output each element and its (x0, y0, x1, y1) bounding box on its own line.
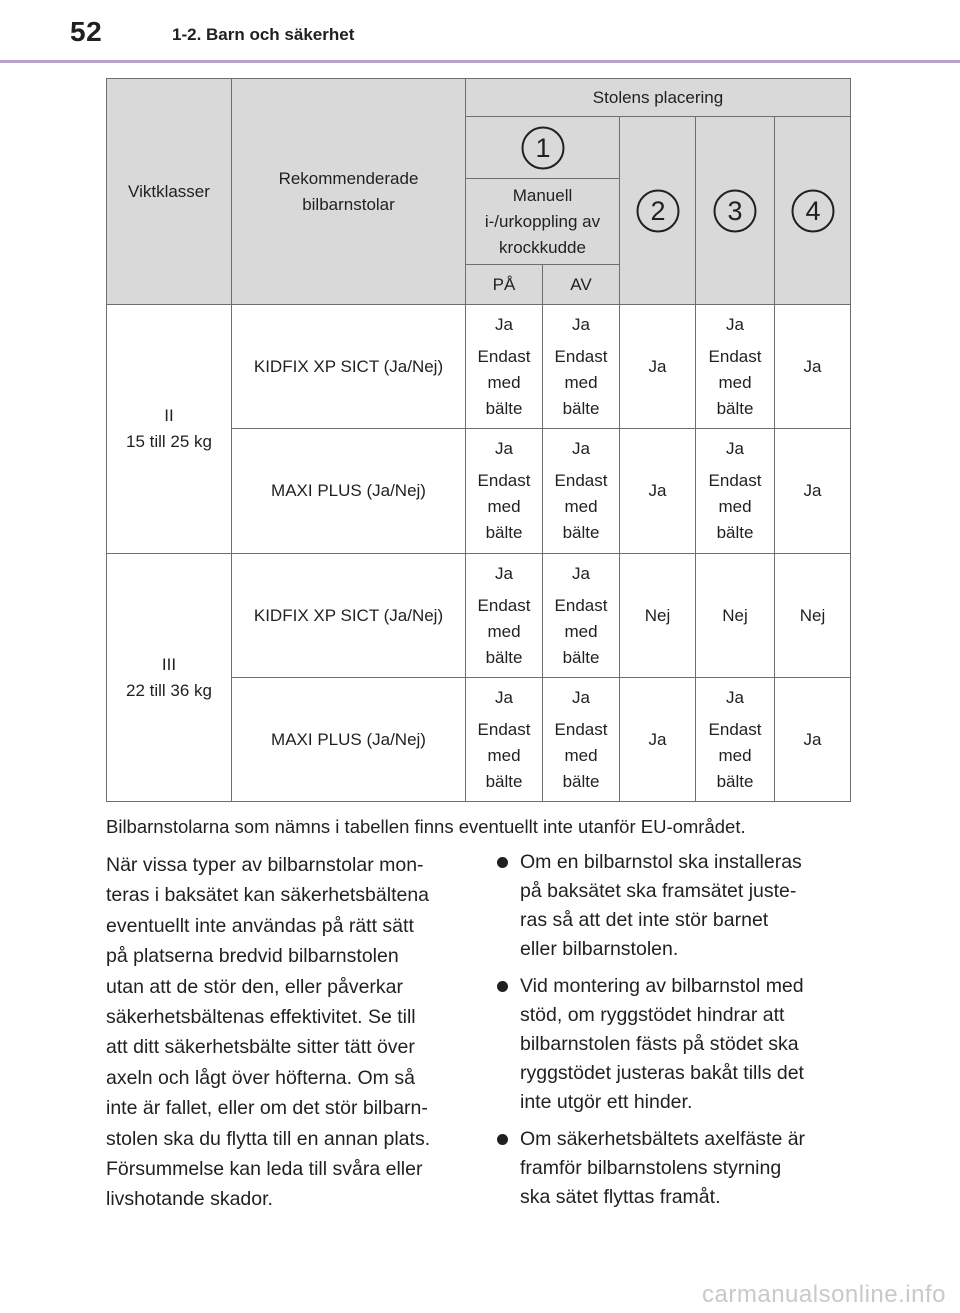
header-on: PÅ (466, 265, 543, 305)
table-footnote: Bilbarnstolarna som nämns i tabellen finns eventuellt inte utanför EU-området. (106, 816, 746, 837)
bullet-icon (497, 1134, 508, 1145)
seat-name: KIDFIX XP SICT (Ja/Nej) (232, 305, 466, 429)
text-line: Försummelse kan leda till svåra eller (106, 1158, 423, 1181)
cell-value: Ja Endast med bälte (466, 305, 543, 429)
svg-text:2: 2 (649, 195, 666, 226)
cell-value: Ja Endast med bälte (543, 678, 620, 802)
cell-value: Nej (775, 554, 851, 678)
seat-name: KIDFIX XP SICT (Ja/Nej) (232, 554, 466, 678)
text-line: på platserna bredvid bilbarnstolen (106, 945, 399, 968)
header-rule (0, 60, 960, 63)
bullet-list (496, 848, 846, 1220)
text-line: utan att de stör den, eller påverkar (106, 975, 404, 998)
cell-value: Ja (620, 678, 696, 802)
cell-value: Nej (620, 554, 696, 678)
cell-value: Ja Endast med bälte (543, 429, 620, 554)
header-airbag-switch: Manuell i-/urkoppling av krockkudde (466, 179, 620, 265)
cell-value: Ja (775, 429, 851, 554)
seat-number-3 (696, 117, 775, 305)
body-paragraph (106, 850, 466, 1215)
cell-value: Ja Endast med bälte (696, 678, 775, 802)
seat-number-2 (620, 117, 696, 305)
page-number: 52 (70, 16, 103, 47)
seat-number-1 (466, 117, 620, 179)
cell-value: Ja (775, 678, 851, 802)
table-row (107, 554, 851, 678)
seat-4-icon (791, 189, 835, 233)
header-off: AV (543, 265, 620, 305)
cell-value: Ja Endast med bälte (696, 429, 775, 554)
header-seat-placement: Stolens placering (466, 79, 851, 117)
text-line: stolen ska du flytta till en annan plats. (106, 1127, 431, 1150)
text-line: säkerhetsbältenas effektivitet. Se till (106, 1006, 416, 1029)
seat-name: MAXI PLUS (Ja/Nej) (232, 429, 466, 554)
bullet-icon (497, 981, 508, 992)
text-line: axeln och lågt över höfterna. Om så (106, 1066, 415, 1089)
text-line: eventuellt inte användas på rätt sätt (106, 914, 414, 937)
cell-value: Ja (620, 429, 696, 554)
child-seat-table (106, 78, 851, 802)
seat-3-icon (713, 189, 757, 233)
cell-value: Ja Endast med bälte (696, 305, 775, 429)
svg-text:1: 1 (534, 132, 551, 163)
cell-value: Ja Endast med bälte (466, 429, 543, 554)
bullet-icon (497, 857, 508, 868)
weight-class-cell: II 15 till 25 kg (107, 305, 232, 554)
seat-2-icon (636, 189, 680, 233)
list-item: Vid montering av bilbarnstol med stöd, om ryggstödet hindrar att bilbarnstolen fästs på stödet ska ryggstödet justeras bakåt tills det inte utgör ett hinder. (496, 972, 846, 1117)
list-item: Om en bilbarnstol ska installeras på baksätet ska framsätet juste- ras så att det inte stör barnet eller bilbarnstolen. (496, 848, 846, 964)
cell-value: Ja (620, 305, 696, 429)
cell-value: Ja Endast med bälte (466, 678, 543, 802)
seat-name: MAXI PLUS (Ja/Nej) (232, 678, 466, 802)
seat-number-4 (775, 117, 851, 305)
table-row (107, 305, 851, 429)
list-item: Om säkerhetsbältets axelfäste är framför bilbarnstolens styrning ska sätet flyttas framåt. (496, 1125, 846, 1212)
weight-class-cell: III 22 till 36 kg (107, 554, 232, 802)
cell-value: Ja (775, 305, 851, 429)
watermark: carmanualsonline.info (702, 1281, 946, 1308)
text-line: att ditt säkerhetsbälte sitter tätt över (106, 1036, 415, 1059)
cell-value: Nej (696, 554, 775, 678)
header-recommended-seats: Rekommenderade bilbarnstolar (232, 79, 466, 305)
text-line: livshotande skador. (106, 1188, 273, 1211)
svg-text:4: 4 (804, 195, 821, 226)
cell-value: Ja Endast med bälte (543, 305, 620, 429)
text-line: När vissa typer av bilbarnstolar mon- (106, 854, 424, 876)
seat-1-icon (521, 126, 565, 170)
svg-text:3: 3 (727, 195, 743, 226)
header-weight-classes: Viktklasser (107, 79, 232, 305)
section-title: 1-2. Barn och säkerhet (172, 25, 355, 44)
text-line: teras i baksätet kan säkerhetsbältena (106, 884, 430, 907)
cell-value: Ja Endast med bälte (543, 554, 620, 678)
cell-value: Ja Endast med bälte (466, 554, 543, 678)
text-line: inte är fallet, eller om det stör bilbarn- (106, 1097, 428, 1120)
